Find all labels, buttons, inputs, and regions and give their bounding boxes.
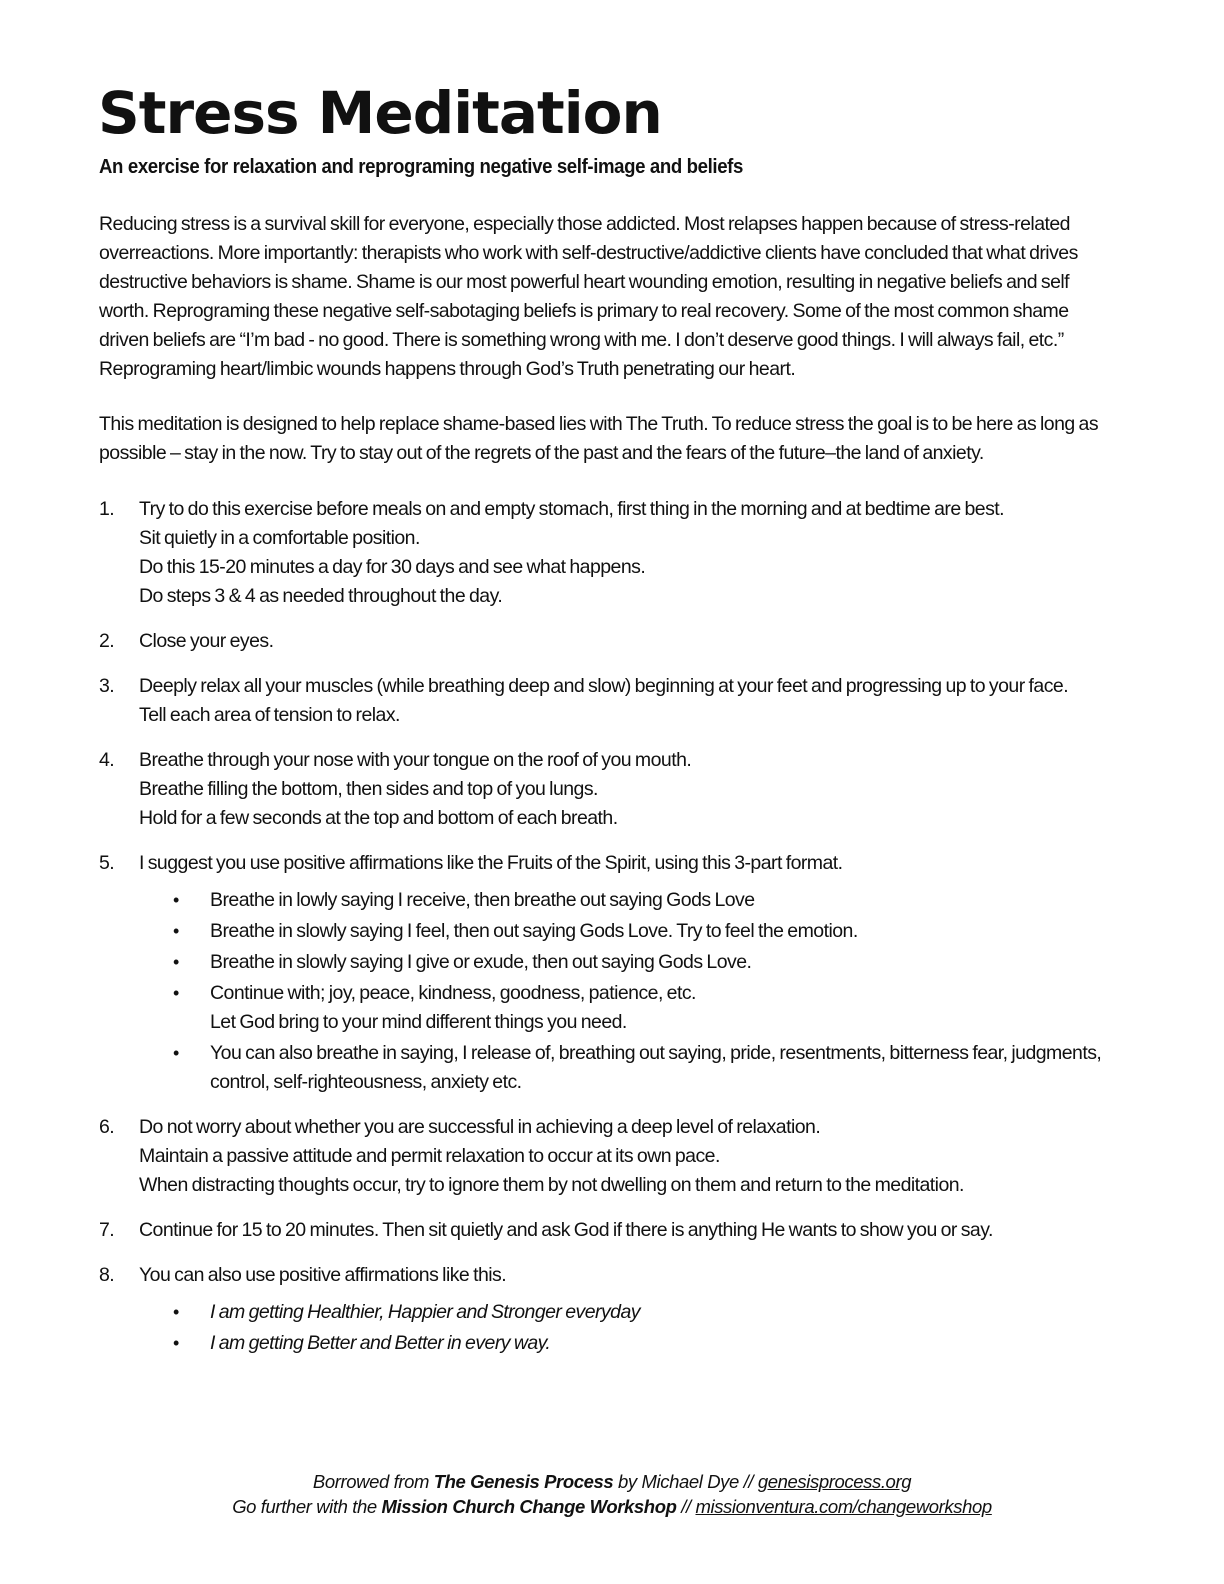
step-text-line: I suggest you use positive affirmations like the Fruits of the Spirit, using this 3-part format. (139, 852, 843, 874)
page-subtitle: An exercise for relaxation and reprograming negative self-image and beliefs (99, 156, 743, 178)
page-title: Stress Meditation (98, 79, 662, 147)
step-number: 2. (99, 630, 115, 652)
step-text-line: Do this 15-20 minutes a day for 30 days and see what happens. (139, 556, 646, 578)
step-item (99, 746, 1129, 833)
bullet-dot-icon: • (173, 1333, 179, 1353)
bullet-dot-icon: • (173, 1302, 179, 1322)
step-text-line: Try to do this exercise before meals on and empty stomach, first thing in the morning and at bedtime are best. (139, 498, 1005, 520)
step-item (99, 627, 1129, 656)
step-item (99, 1113, 1129, 1200)
footer (0, 1469, 1224, 1519)
bullet-item (173, 886, 1129, 915)
footer-credit-prefix: Borrowed from (312, 1471, 434, 1492)
steps-list (99, 495, 1129, 1374)
bullet-text: Breathe in lowly saying I receive, then breathe out saying Gods Love (210, 889, 755, 911)
step-item (99, 849, 1129, 1097)
intro-paragraph-2: This meditation is designed to help replace shame-based lies with The Truth. To reduce stress the goal is to be here as long as possible – stay in the now. Try to stay out of the regrets of the past and the fears of the future–the land of anxiety. (99, 413, 1099, 464)
step-number: 3. (99, 675, 115, 697)
bullet-text: Breathe in slowly saying I give or exude, then out saying Gods Love. (210, 951, 752, 973)
affirmation-list (139, 1298, 1129, 1358)
footer-workshop-prefix: Go further with the (232, 1496, 382, 1517)
step-text-line: When distracting thoughts occur, try to ignore them by not dwelling on them and return to the meditation. (139, 1174, 964, 1196)
step-item (99, 1216, 1129, 1245)
affirmation-text: I am getting Better and Better in every way. (210, 1332, 551, 1354)
step-number: 8. (99, 1264, 115, 1286)
bullet-item (173, 917, 1129, 946)
affirmation-text: I am getting Healthier, Happier and Stronger everyday (210, 1301, 640, 1323)
intro-paragraph-1: Reducing stress is a survival skill for everyone, especially those addicted. Most relapses happen because of stress-related overreactions. More importantly: therapists who work with self-destructive/addictive clients have concluded that what drives destructive behaviors is shame. Shame is our most powerful heart wounding emotion, resulting in negative beliefs and self worth. Reprograming these negative self-sabotaging beliefs is primary to real recovery. Some of the most common shame driven beliefs are “I’m bad - no good. There is something wrong with me. I don’t deserve good things. I will always fail, etc.” Reprograming heart/limbic wounds happens through God’s Truth penetrating our heart. (99, 213, 1078, 380)
step-text-line: Do not worry about whether you are successful in achieving a deep level of relaxation. (139, 1116, 821, 1138)
footer-workshop-name: Mission Church Change Workshop (381, 1496, 677, 1517)
footer-genesis-link[interactable]: genesisprocess.org (757, 1471, 912, 1492)
footer-line-2 (0, 1494, 1224, 1519)
bullet-dot-icon: • (173, 1043, 179, 1063)
bullet-text-continued: Let God bring to your mind different things you need. (210, 1011, 627, 1033)
bullet-text: Continue with; joy, peace, kindness, goodness, patience, etc. (210, 982, 696, 1004)
step-text-line: Hold for a few seconds at the top and bottom of each breath. (139, 807, 618, 829)
footer-line-1 (0, 1469, 1224, 1494)
step-text-line: Do steps 3 & 4 as needed throughout the day. (139, 585, 503, 607)
step-number: 6. (99, 1116, 115, 1138)
step-text-line: Maintain a passive attitude and permit relaxation to occur at its own pace. (139, 1145, 720, 1167)
step-number: 4. (99, 749, 115, 771)
step-text-line: Continue for 15 to 20 minutes. Then sit quietly and ask God if there is anything He wants to show you or say. (139, 1219, 993, 1241)
step-text-line: Tell each area of tension to relax. (139, 704, 400, 726)
step-text-line: Sit quietly in a comfortable position. (139, 527, 420, 549)
bullet-item (173, 948, 1129, 977)
step-item (99, 495, 1129, 611)
bullet-list (139, 886, 1129, 1097)
step-number: 5. (99, 852, 115, 874)
step-text-line: Deeply relax all your muscles (while breathing deep and slow) beginning at your feet and progressing up to your face. (139, 675, 1069, 697)
footer-credit-author: by Michael Dye // (613, 1471, 758, 1492)
affirmation-item (173, 1329, 1129, 1358)
bullet-dot-icon: • (173, 952, 179, 972)
footer-workshop-link[interactable]: missionventura.com/changeworkshop (695, 1496, 992, 1517)
bullet-text: Breathe in slowly saying I feel, then out saying Gods Love. Try to feel the emotion. (210, 920, 858, 942)
bullet-item (173, 979, 1129, 1037)
step-text-line: You can also use positive affirmations like this. (139, 1264, 507, 1286)
bullet-item (173, 1039, 1129, 1097)
bullet-dot-icon: • (173, 983, 179, 1003)
step-number: 1. (99, 498, 115, 520)
bullet-dot-icon: • (173, 921, 179, 941)
step-text-line: Breathe filling the bottom, then sides and top of you lungs. (139, 778, 598, 800)
affirmation-item (173, 1298, 1129, 1327)
footer-separator: // (676, 1496, 696, 1517)
bullet-text: You can also breathe in saying, I release of, breathing out saying, pride, resentments, bitterness fear, judgments, control, self-righteousness, anxiety etc. (210, 1042, 1102, 1093)
step-text-line: Breathe through your nose with your tongue on the roof of you mouth. (139, 749, 692, 771)
footer-book-title: The Genesis Process (433, 1471, 614, 1492)
step-text-line: Close your eyes. (139, 630, 274, 652)
step-number: 7. (99, 1219, 115, 1241)
step-item (99, 672, 1129, 730)
step-item (99, 1261, 1129, 1358)
bullet-dot-icon: • (173, 890, 179, 910)
